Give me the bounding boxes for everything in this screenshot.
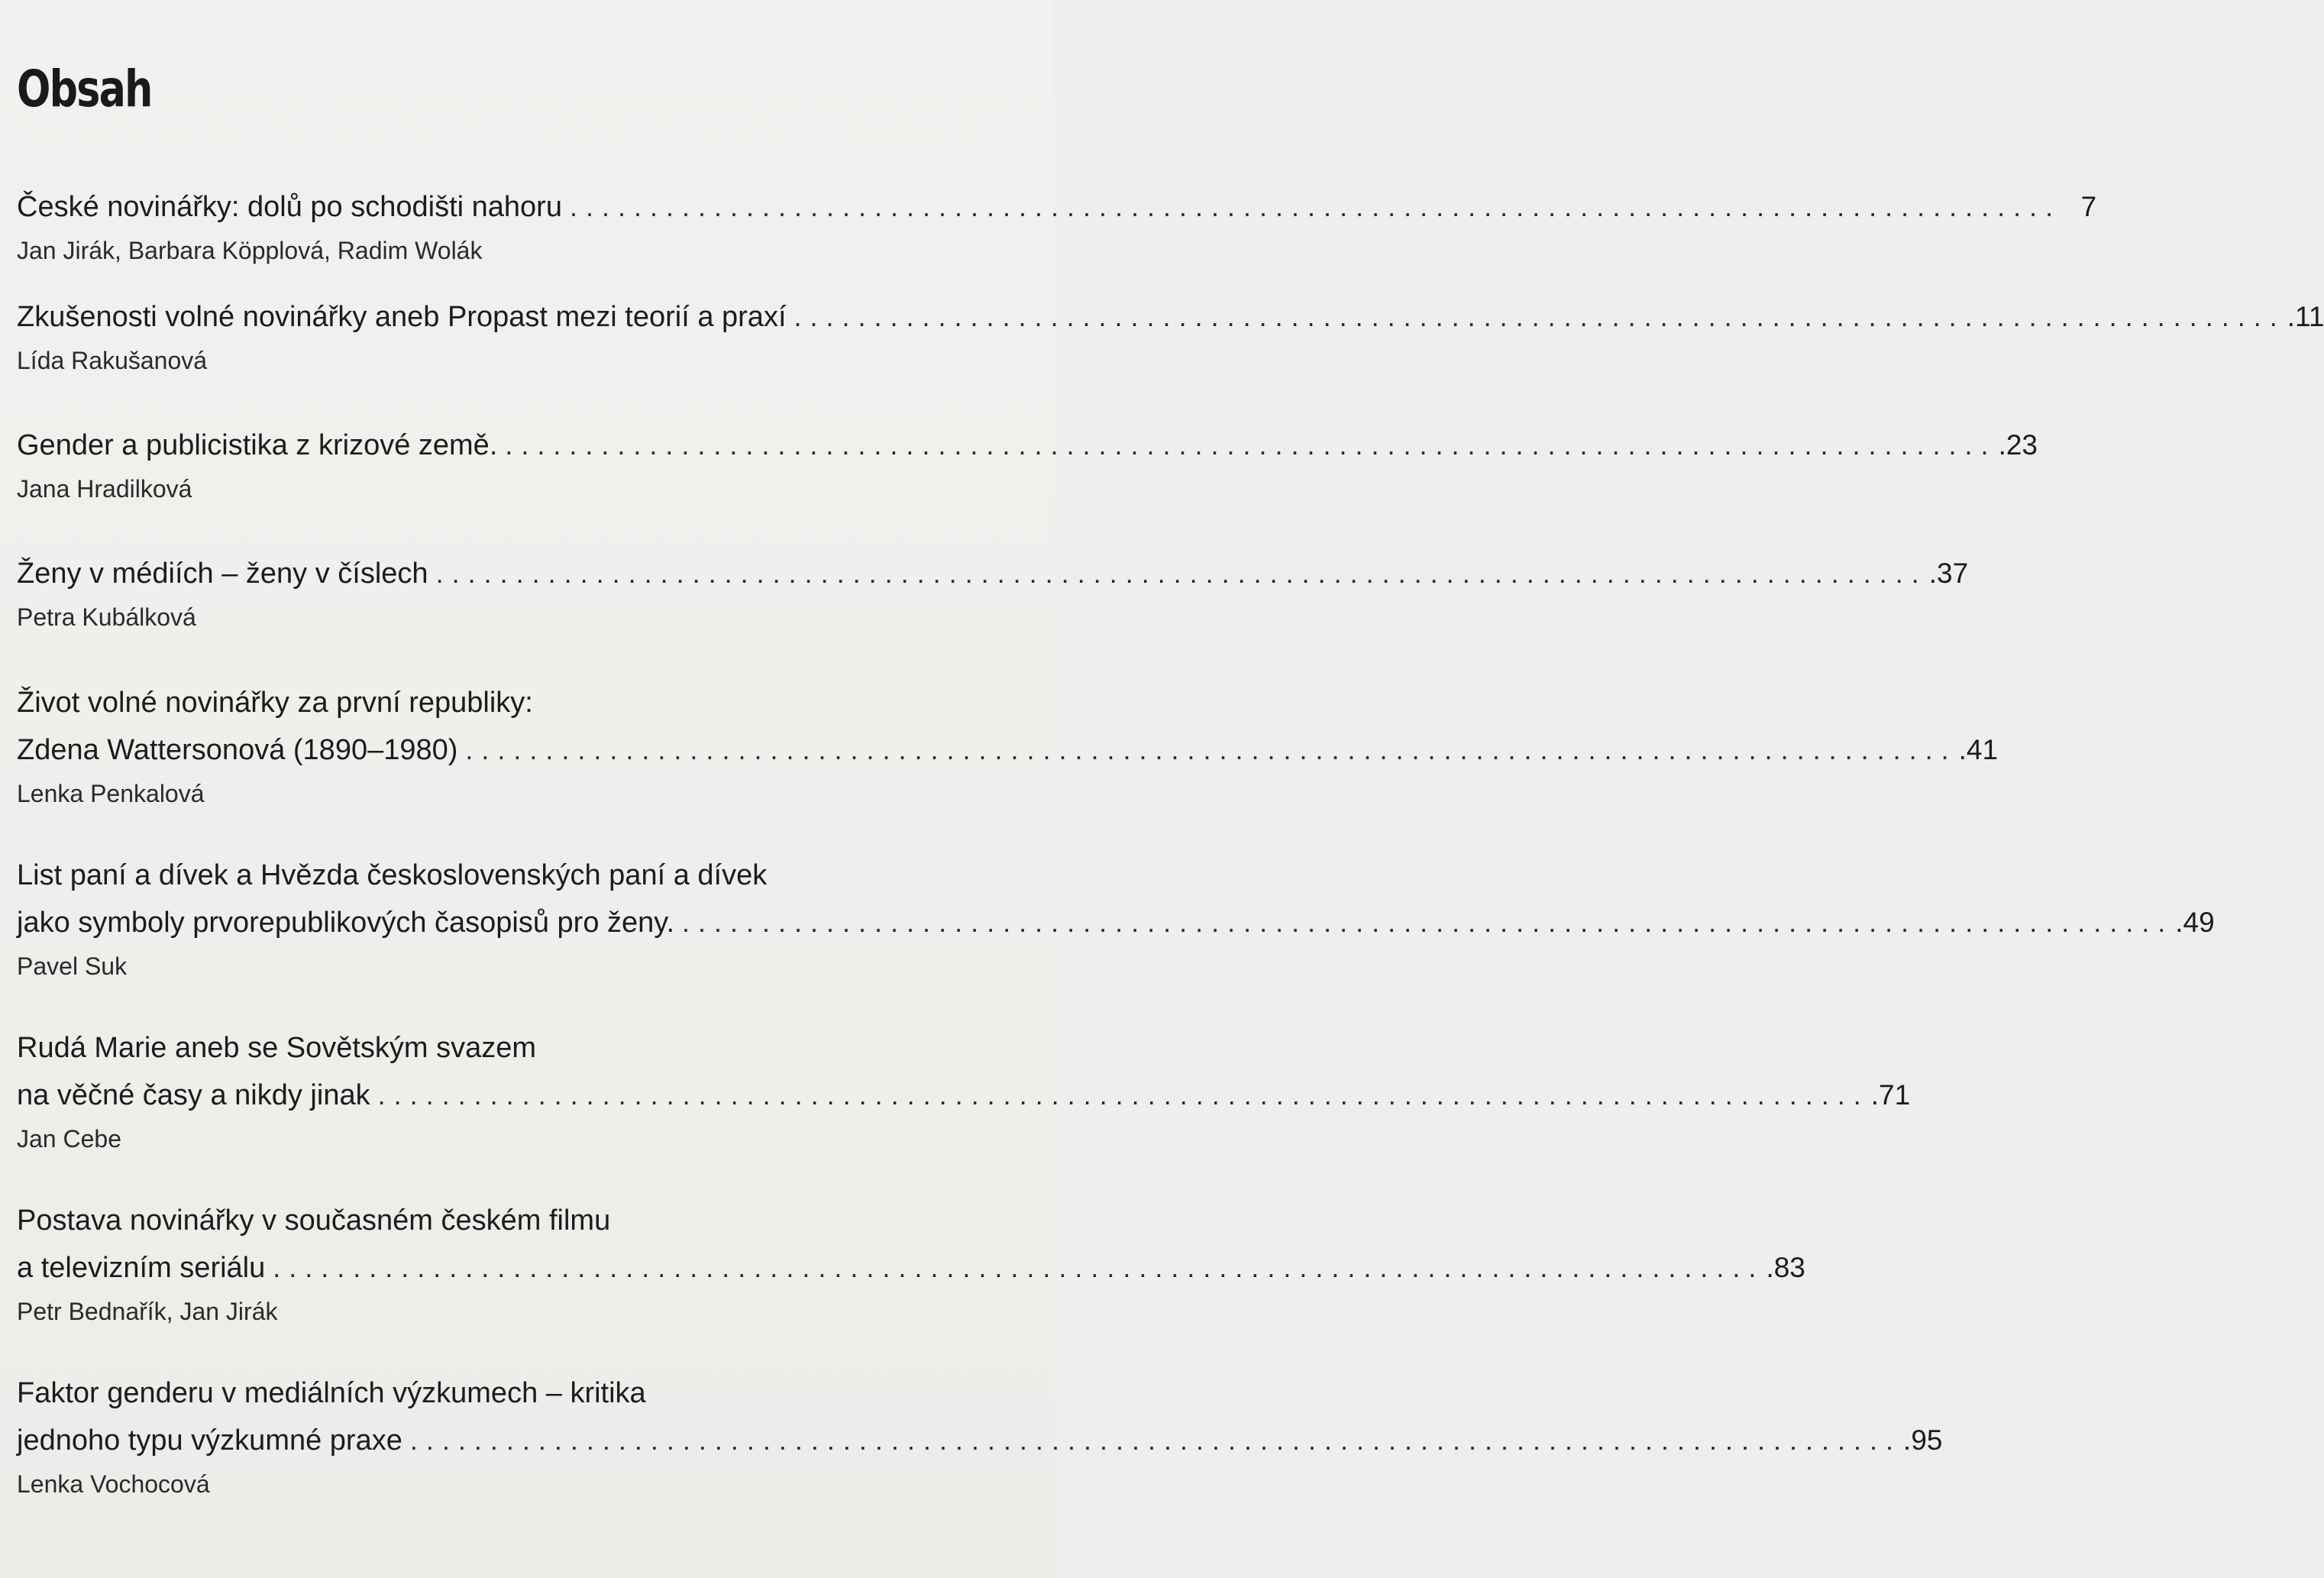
toc-entry — [17, 550, 1969, 680]
toc-entry — [17, 293, 2324, 422]
toc-entry-title-line — [17, 293, 2324, 341]
toc-entry-author: Petra Kubálková — [17, 603, 196, 631]
toc-entry-title: Rudá Marie aneb se Sovětským svazem — [17, 1032, 537, 1064]
dot-leader: ............................................................................................. — [435, 558, 1928, 589]
toc-entry-page: .49 — [2175, 907, 2215, 938]
toc-entry-page: .23 — [1998, 429, 2038, 461]
toc-entry-title-line — [17, 1244, 1805, 1292]
toc-entry-title: České novinářky: dolů po schodišti nahoru — [17, 191, 562, 223]
toc-entry-title: Postava novinářky v současném českém filmu — [17, 1205, 611, 1237]
toc-entry-title-line — [17, 726, 1999, 774]
toc-entry — [17, 1370, 1943, 1523]
toc-entry-title: jako symboly prvorepublikových časopisů pro ženy. — [17, 907, 675, 939]
toc-entry-title-line — [17, 1198, 1023, 1244]
toc-entry-page: 7 — [2080, 191, 2097, 222]
toc-entry-title-line — [17, 183, 2097, 231]
toc-entry-title: a televizním seriálu — [17, 1252, 266, 1284]
toc-entry-page: .41 — [1958, 734, 1999, 765]
dot-leader: ............................................................................................. — [273, 1252, 1765, 1283]
dot-leader: ............................................................................................. — [569, 191, 2062, 222]
toc-entry-title-line — [17, 1417, 1943, 1464]
toc-entry-title: Zkušenosti volné novinářky aneb Propast mezi teorií a praxí — [17, 301, 787, 333]
dot-leader: ............................................................................................. — [794, 301, 2286, 332]
toc-entry-author: Lída Rakušanová — [17, 347, 208, 374]
toc-entry — [17, 680, 1999, 852]
toc-entry-author: Lenka Penkalová — [17, 780, 205, 807]
toc-entry-author: Jana Hradilková — [17, 475, 192, 503]
toc-entry-author: Jan Jirák, Barbara Köpplová, Radim Wolák — [17, 237, 483, 264]
toc-entry-title-line — [17, 1370, 1023, 1417]
dot-leader: ............................................................................................. — [682, 907, 2174, 938]
toc-entry-page: .83 — [1766, 1252, 1805, 1283]
toc-entry-title-line — [17, 550, 1969, 597]
dot-leader: ............................................................................................. — [377, 1079, 1870, 1111]
toc-entry-page: .11 — [2287, 301, 2324, 332]
toc-entry — [17, 852, 2215, 1025]
toc-entry-author: Petr Bednařík, Jan Jirák — [17, 1298, 278, 1325]
toc-entry-page: .37 — [1928, 558, 1969, 589]
toc-entry-title-line — [17, 422, 2038, 469]
toc-entry — [17, 183, 2097, 293]
toc-entry-title-line — [17, 680, 1023, 726]
toc-entry — [17, 1198, 1805, 1370]
toc-entry-page: .95 — [1903, 1424, 1943, 1456]
toc-entry — [17, 422, 2038, 550]
toc-entry-title-line — [17, 1025, 1023, 1072]
toc-entry-title: na věčné časy a nikdy jinak — [17, 1079, 370, 1111]
toc-entry-title: List paní a dívek a Hvězda československých paní a dívek — [17, 859, 768, 891]
toc-entry-title: Ženy v médiích – ženy v číslech — [17, 558, 428, 590]
dot-leader: ............................................................................................. — [465, 734, 1957, 765]
toc-entry-author: Lenka Vochocová — [17, 1470, 210, 1498]
toc-entry-author: Jan Cebe — [17, 1125, 121, 1153]
page-title: Obsah — [17, 60, 152, 118]
toc-entry-title: Gender a publicistika z krizové země. — [17, 429, 498, 461]
toc-entry-title-line — [17, 899, 2215, 946]
table-of-contents — [17, 183, 2324, 1523]
dot-leader: ............................................................................................. — [505, 429, 1997, 461]
toc-entry-title-line — [17, 852, 1023, 899]
toc-entry-title: Zdena Wattersonová (1890–1980) — [17, 734, 458, 766]
toc-entry — [17, 1025, 1911, 1198]
toc-entry-title: Život volné novinářky za první republiky: — [17, 687, 533, 719]
dot-leader: ............................................................................................. — [409, 1424, 1902, 1456]
toc-entry-title: jednoho typu výzkumné praxe — [17, 1424, 402, 1457]
toc-entry-page: .71 — [1870, 1079, 1911, 1111]
toc-entry-title-line — [17, 1072, 1911, 1119]
toc-entry-author: Pavel Suk — [17, 952, 128, 980]
toc-entry-title: Faktor genderu v mediálních výzkumech – kritika — [17, 1377, 646, 1409]
